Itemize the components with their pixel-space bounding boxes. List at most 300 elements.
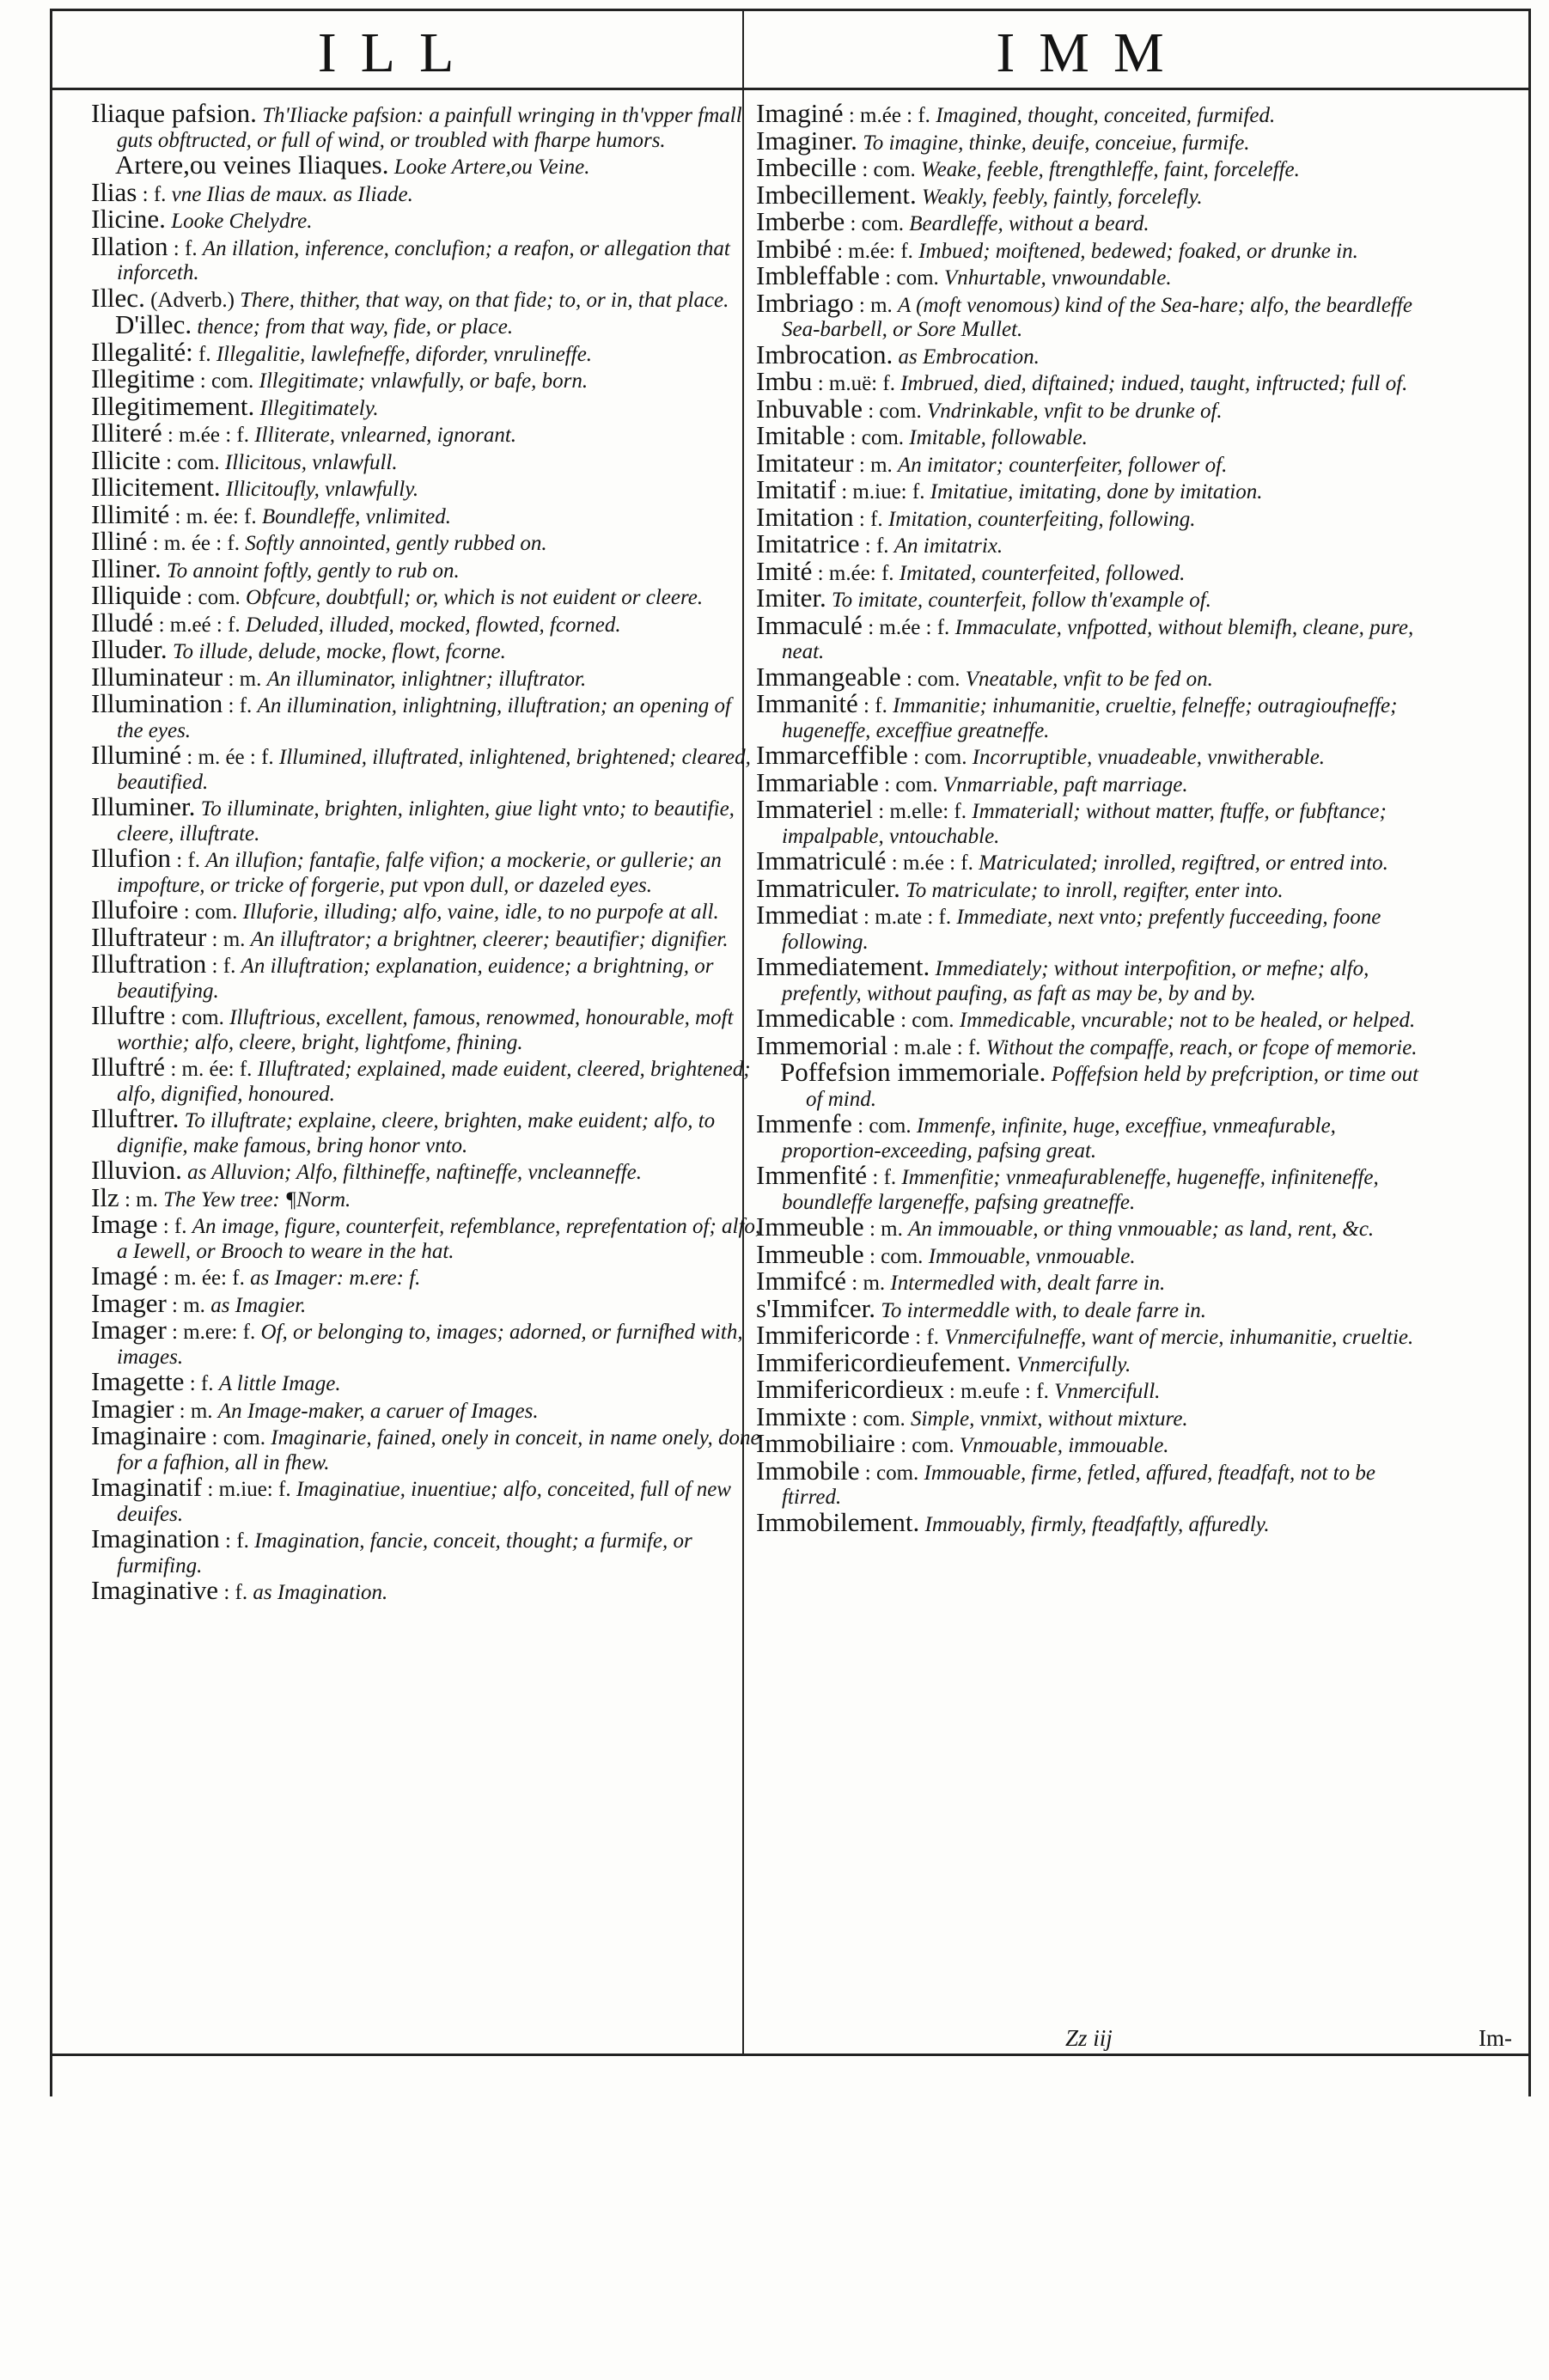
headword: Imbecillement. bbox=[756, 179, 917, 210]
grammar-note: : m. bbox=[172, 1293, 205, 1317]
dictionary-entry bbox=[91, 1523, 761, 1578]
headword: Imbrocation. bbox=[756, 339, 893, 369]
dictionary-entry bbox=[91, 607, 761, 638]
dictionary-entry bbox=[756, 688, 1426, 743]
grammar-note: : com. bbox=[885, 266, 939, 290]
headword: Illimité bbox=[91, 498, 170, 529]
dictionary-entry bbox=[91, 526, 761, 557]
grammar-note: : f. bbox=[223, 1581, 248, 1604]
dictionary-entry bbox=[91, 1181, 761, 1213]
definition: Deluded, illuded, mocked, flowted, fcorned. bbox=[245, 613, 621, 637]
dictionary-entry bbox=[756, 609, 1426, 665]
headword: Image bbox=[91, 1209, 158, 1239]
definition: Illumined, illuftrated, inlightened, brightened; cleared, beautified. bbox=[117, 746, 751, 794]
headword: Immixte bbox=[756, 1401, 847, 1431]
dictionary-entry bbox=[91, 1000, 761, 1055]
definition: Imitatiue, imitating, done by imitation. bbox=[930, 480, 1263, 503]
definition: Illuforie, illuding; alfo, vaine, idle, to no purpofe at all. bbox=[242, 900, 719, 924]
dictionary-entry bbox=[91, 1103, 761, 1158]
dictionary-entry bbox=[91, 1209, 761, 1264]
headword: Illumination bbox=[91, 688, 223, 718]
grammar-note: : com. bbox=[183, 900, 238, 924]
grammar-note: : m.ée : f. bbox=[167, 424, 249, 447]
definition: as Embrocation. bbox=[898, 345, 1040, 369]
grammar-note: : com. bbox=[869, 1244, 924, 1268]
headword: Imiter. bbox=[756, 583, 826, 613]
headword: Immenfité bbox=[756, 1160, 868, 1190]
definition: To imagine, thinke, deuife, conceiue, furmife. bbox=[863, 131, 1250, 155]
definition: Immanitie; inhumanitie, crueltie, felneffe; outragioufneffe; hugeneffe, exceffiue greatneffe. bbox=[782, 694, 1398, 742]
grammar-note: : com. bbox=[186, 586, 241, 609]
headword: Immifericordieufement. bbox=[756, 1346, 1011, 1377]
headword: Illicite bbox=[91, 444, 161, 475]
grammar-note: : f. bbox=[915, 1326, 940, 1349]
right-running-head: IMM bbox=[996, 21, 1188, 84]
definition: The Yew tree: ¶Norm. bbox=[163, 1187, 351, 1211]
headword: Imitatif bbox=[756, 474, 836, 504]
headword: Illuvion. bbox=[91, 1155, 182, 1185]
grammar-note: : com. bbox=[850, 426, 905, 449]
headword: Illuminer. bbox=[91, 791, 196, 821]
definition: Imaginatiue, inuentiue; alfo, conceited, full of new deuifes. bbox=[117, 1478, 731, 1526]
definition: Imagined, thought, conceited, furmifed. bbox=[936, 104, 1276, 127]
headword: Illegalité: bbox=[91, 336, 193, 367]
dictionary-entry bbox=[756, 393, 1426, 424]
grammar-note: : m. ée : f. bbox=[152, 532, 241, 555]
definition: An image, figure, counterfeit, refemblance, reprefentation of; alfo, a Iewell, or Brooch to weare in the hat. bbox=[117, 1215, 761, 1263]
headword: Immobiliaire bbox=[756, 1428, 895, 1458]
headword: Imbleffable bbox=[756, 260, 881, 290]
definition: Vnmercifulneffe, want of mercie, inhumanitie, crueltie. bbox=[944, 1326, 1414, 1349]
headword: Illudé bbox=[91, 607, 154, 638]
headword: Imaginative bbox=[91, 1575, 219, 1605]
headword: Imbu bbox=[756, 366, 813, 396]
grammar-note: : m.uë: f. bbox=[817, 372, 895, 395]
definition: An Image-maker, a caruer of Images. bbox=[217, 1399, 539, 1423]
definition: An illuftration; explanation, euidence; a brightning, or beautifying. bbox=[117, 955, 714, 1003]
dictionary-entry bbox=[91, 150, 761, 180]
dictionary-entry bbox=[91, 552, 761, 584]
grammar-note: : m.ale : f. bbox=[893, 1035, 981, 1059]
dictionary-entry bbox=[91, 418, 761, 449]
grammar-note: : m. ée: f. bbox=[174, 504, 257, 528]
grammar-note: : com. bbox=[906, 667, 961, 691]
definition: as Imagier. bbox=[210, 1293, 307, 1317]
headword: Illufoire bbox=[91, 894, 179, 925]
dictionary-entry bbox=[91, 1472, 761, 1527]
headword: s'Immifcer. bbox=[756, 1292, 876, 1323]
definition: To intermeddle with, to deale farre in. bbox=[881, 1298, 1206, 1322]
dictionary-entry bbox=[91, 472, 761, 503]
grammar-note: : m.eé : f. bbox=[158, 613, 241, 637]
grammar-note: : m.ée : f. bbox=[848, 104, 930, 127]
definition: Vnmercifully. bbox=[1016, 1352, 1131, 1376]
grammar-note: : m.ée: f. bbox=[817, 561, 894, 585]
definition: Illegitimately. bbox=[259, 396, 379, 420]
headword: Immediat bbox=[756, 900, 858, 930]
headword: Ilicine. bbox=[91, 204, 166, 234]
grammar-note: : f. bbox=[858, 507, 883, 531]
dictionary-entry bbox=[91, 1315, 761, 1370]
headword: Immedicable bbox=[756, 1003, 895, 1033]
dictionary-entry bbox=[91, 1260, 761, 1291]
definition: Immediately; without interpofition, or mefne; alfo, prefently, without paufing, as faft as may be, by and by. bbox=[782, 957, 1369, 1005]
definition: Vnmarriable, paft marriage. bbox=[942, 772, 1188, 796]
grammar-note: : m.ée : f. bbox=[891, 851, 973, 875]
definition: Beardleffe, without a beard. bbox=[909, 212, 1150, 235]
definition: Immouable, vnmouable. bbox=[928, 1244, 1136, 1268]
definition: Poffefsion held by prefcription, or time out of mind. bbox=[806, 1063, 1419, 1111]
headword: Immaculé bbox=[756, 609, 863, 640]
definition: Immouably, firmly, fteadfaftly, affuredly. bbox=[924, 1512, 1270, 1536]
definition: Imitated, counterfeited, followed. bbox=[899, 561, 1186, 585]
definition: An illation, inference, conclufion; a reafon, or allegation that inforceth. bbox=[117, 236, 730, 284]
headword: Iliaque pafsion. bbox=[91, 101, 257, 128]
dictionary-entry bbox=[91, 740, 761, 795]
definition: An illufion; fantafie, falfe vifion; a mockerie, or gullerie; an impofture, or tricke of forgerie, put vpon dull, or dazeled eyes. bbox=[117, 849, 722, 897]
dictionary-entry bbox=[91, 1420, 761, 1475]
headword: Illation bbox=[91, 230, 168, 261]
definition: Simple, vnmixt, without mixture. bbox=[911, 1407, 1188, 1431]
grammar-note: : m. bbox=[869, 1217, 903, 1241]
definition: An immouable, or thing vnmouable; as land, rent, &c. bbox=[908, 1217, 1375, 1241]
grammar-note: : com. bbox=[851, 1407, 906, 1431]
headword: Immariable bbox=[756, 766, 879, 797]
grammar-note: : m. ée: f. bbox=[162, 1266, 245, 1290]
grammar-note: : com. bbox=[199, 369, 254, 393]
headword: Imagette bbox=[91, 1366, 185, 1396]
dictionary-entry bbox=[91, 230, 761, 286]
dictionary-entry bbox=[91, 1575, 761, 1606]
dictionary-entry bbox=[91, 1366, 761, 1397]
headword: Immenfe bbox=[756, 1108, 852, 1138]
definition: Illegalitie, lawlefneffe, diforder, vnrulineffe. bbox=[216, 342, 593, 366]
grammar-note: (Adverb.) bbox=[150, 288, 235, 312]
headword: Imbriago bbox=[756, 287, 854, 318]
definition: Weakly, feebly, faintly, forcelefly. bbox=[922, 185, 1203, 209]
grammar-note: : com. bbox=[850, 212, 905, 235]
grammar-note: : m.iue: f. bbox=[207, 1478, 291, 1501]
grammar-note: : com. bbox=[166, 450, 220, 474]
definition: Th'Iliacke pafsion: a painfull wringing in th'vpper fmall guts obftructed, or full of wind, or troubled with fharpe humors. bbox=[117, 104, 742, 152]
headword: Imaginatif bbox=[91, 1472, 203, 1502]
grammar-note: : m. bbox=[858, 293, 893, 317]
headword: Imaginaire bbox=[91, 1420, 207, 1450]
definition: Softly annointed, gently rubbed on. bbox=[245, 532, 547, 555]
definition: Immenfitie; vnmeafurableneffe, hugeneffe, infiniteneffe, boundleffe largeneffe, pafsing greatneffe. bbox=[782, 1166, 1379, 1214]
headword: Immanité bbox=[756, 688, 858, 718]
definition: Imaginarie, fained, onely in conceit, in name onely, done for a fafhion, all in fhew. bbox=[117, 1426, 760, 1474]
grammar-note: : com. bbox=[211, 1426, 266, 1449]
dictionary-entry bbox=[91, 949, 761, 1004]
grammar-note: : m.elle: f. bbox=[878, 800, 967, 823]
definition: Matriculated; inrolled, regiftred, or entred into. bbox=[979, 851, 1388, 875]
grammar-note: : m. bbox=[858, 453, 893, 477]
grammar-note: : m.ere: f. bbox=[172, 1321, 256, 1344]
definition: thence; from that way, fide, or place. bbox=[197, 315, 514, 339]
grammar-note: : f. bbox=[189, 1372, 214, 1395]
grammar-note: f. bbox=[198, 342, 211, 366]
headword: Imaginé bbox=[756, 101, 844, 128]
definition: Imbrued, died, diftained; indued, taught, inftructed; full of. bbox=[900, 372, 1408, 395]
definition: An illuftrator; a brightner, cleerer; beautifier; dignifier. bbox=[250, 927, 729, 951]
definition: There, thither, that way, on that fide; to, or in, that place. bbox=[240, 288, 729, 312]
grammar-note: : com. bbox=[868, 399, 922, 423]
dictionary-entry bbox=[91, 580, 761, 611]
grammar-note: : m. ée: f. bbox=[170, 1058, 253, 1081]
headword: Imagé bbox=[91, 1260, 158, 1291]
dictionary-entry bbox=[91, 843, 761, 898]
definition: An imitatrix. bbox=[893, 534, 1003, 558]
grammar-note: : m.ée : f. bbox=[868, 615, 950, 639]
dictionary-entry bbox=[756, 1506, 1426, 1538]
definition: Immedicable, vncurable; not to be healed, or helped. bbox=[959, 1009, 1416, 1032]
headword: Immeuble bbox=[756, 1238, 864, 1269]
dictionary-entry bbox=[756, 260, 1426, 291]
dictionary-entry bbox=[756, 900, 1426, 955]
grammar-note: : com. bbox=[862, 158, 916, 181]
headword: Immifericordieux bbox=[756, 1374, 944, 1404]
dictionary-entry bbox=[756, 420, 1426, 451]
grammar-note: : f. bbox=[176, 849, 201, 872]
left-column bbox=[91, 101, 761, 2045]
catchword: Im- bbox=[1479, 2025, 1512, 2051]
definition: Looke Artere,ou Veine. bbox=[393, 156, 590, 179]
definition: Immaculate, vnfpotted, without blemifh, cleane, pure, neat. bbox=[782, 615, 1414, 663]
grammar-note: : f. bbox=[173, 236, 198, 260]
dictionary-entry bbox=[91, 1052, 761, 1107]
dictionary-entry bbox=[756, 528, 1426, 559]
dictionary-entry bbox=[756, 1238, 1426, 1270]
definition: An illumination, inlightning, illuftration; an opening of the eyes. bbox=[117, 694, 731, 742]
headword: Imberbe bbox=[756, 206, 845, 236]
definition: Boundleffe, vnlimited. bbox=[261, 504, 451, 528]
headword: Immifcé bbox=[756, 1266, 847, 1296]
dictionary-entry bbox=[91, 688, 761, 743]
right-column bbox=[756, 101, 1426, 2045]
definition: Obfcure, doubtfull; or, which is not euident or cleere. bbox=[246, 586, 704, 609]
headword: Poffefsion immemoriale. bbox=[780, 1057, 1046, 1087]
dictionary-entry bbox=[756, 794, 1426, 849]
definition: A little Image. bbox=[218, 1372, 341, 1395]
definition: Illiterate, vnlearned, ignorant. bbox=[254, 424, 517, 447]
headword: Illuminateur bbox=[91, 661, 223, 692]
dictionary-entry bbox=[756, 1374, 1426, 1405]
grammar-note: : f. bbox=[863, 694, 887, 717]
dictionary-entry bbox=[91, 791, 761, 846]
headword: Immemorial bbox=[756, 1029, 888, 1060]
definition: Imitable, followable. bbox=[909, 426, 1088, 449]
headword: Immateriel bbox=[756, 794, 873, 824]
headword: Immobilement. bbox=[756, 1506, 920, 1537]
definition: Illicitous, vnlawfull. bbox=[224, 450, 398, 474]
definition: Intermedled with, dealt farre in. bbox=[890, 1272, 1166, 1295]
dictionary-entry bbox=[756, 474, 1426, 505]
headword: Illegitime bbox=[91, 363, 195, 394]
headword: Illuminé bbox=[91, 740, 182, 770]
grammar-note: : com. bbox=[900, 1009, 954, 1032]
headword: Illiné bbox=[91, 526, 148, 556]
headword: Imité bbox=[756, 555, 813, 586]
dictionary-entry bbox=[756, 206, 1426, 237]
grammar-note: : m.ate : f. bbox=[863, 906, 952, 929]
definition: To annoint foftly, gently to rub on. bbox=[167, 558, 460, 583]
dictionary-entry bbox=[756, 179, 1426, 211]
headword: Imagier bbox=[91, 1393, 174, 1424]
definition: Vnmouable, immouable. bbox=[959, 1434, 1169, 1457]
headword: Imitateur bbox=[756, 447, 854, 478]
grammar-note: : m. bbox=[124, 1187, 158, 1211]
headword: Illiquide bbox=[91, 580, 182, 610]
definition: Imagination, fancie, conceit, thought; a furmife, or furmifing. bbox=[117, 1529, 692, 1578]
definition: A (moft venomous) kind of the Sea-hare; alfo, the beardleffe Sea-barbell, or Sore Mullet. bbox=[782, 293, 1412, 341]
headword: Illuftration bbox=[91, 949, 207, 979]
dictionary-entry bbox=[756, 1160, 1426, 1215]
grammar-note: : f. bbox=[162, 1215, 187, 1238]
definition: Illuftrious, excellent, famous, renowmed, honourable, moft worthie; alfo, cleere, bright, lightfome, fhining. bbox=[117, 1006, 734, 1054]
grammar-note: : f. bbox=[142, 182, 167, 206]
headword: Illuftre bbox=[91, 1000, 166, 1030]
dictionary-entry bbox=[756, 339, 1426, 370]
definition: To illude, delude, mocke, flowt, fcorne. bbox=[172, 640, 506, 663]
headword: Immarceffible bbox=[756, 740, 908, 770]
definition: Illegitimate; vnlawfully, or bafe, born. bbox=[259, 369, 588, 393]
definition: Of, or belonging to, images; adorned, or furnifhed with, images. bbox=[117, 1321, 743, 1369]
definition: as Imager: m.ere: f. bbox=[250, 1266, 421, 1290]
definition: Vnmercifull. bbox=[1054, 1380, 1161, 1403]
grammar-note: : f. bbox=[225, 1529, 249, 1553]
headword: Inbuvable bbox=[756, 393, 863, 424]
definition: Illuftrated; explained, made euident, cleered, brightened; alfo, dignified, honoured. bbox=[117, 1058, 751, 1106]
grammar-note: : com. bbox=[857, 1114, 912, 1138]
definition: Illicitoufly, vnlawfully. bbox=[225, 478, 419, 501]
dictionary-entry bbox=[756, 555, 1426, 587]
headword: Immifericorde bbox=[756, 1320, 911, 1350]
definition: vne Ilias de maux. as Iliade. bbox=[171, 182, 413, 206]
headword: Illuftrateur bbox=[91, 921, 207, 952]
dictionary-entry bbox=[91, 176, 761, 208]
definition: as Imagination. bbox=[253, 1581, 388, 1604]
grammar-note: : f. bbox=[864, 534, 889, 558]
definition: Looke Chelydre. bbox=[171, 210, 313, 233]
dictionary-entry bbox=[756, 287, 1426, 343]
dictionary-entry bbox=[91, 204, 761, 235]
dictionary-entry bbox=[756, 1455, 1426, 1510]
dictionary-entry bbox=[756, 951, 1426, 1006]
dictionary-entry bbox=[756, 447, 1426, 479]
grammar-note: : f. bbox=[211, 955, 236, 978]
definition: Imbued; moiftened, bedewed; foaked, or drunke in. bbox=[918, 239, 1358, 263]
definition: To illuminate, brighten, inlighten, giue light vnto; to beautifie, cleere, illuftrate. bbox=[117, 797, 735, 845]
grammar-note: : com. bbox=[864, 1461, 919, 1485]
grammar-note: : m. bbox=[851, 1272, 886, 1295]
headword: Immeuble bbox=[756, 1211, 864, 1242]
grammar-note: : com. bbox=[884, 772, 938, 796]
headword: Imbibé bbox=[756, 233, 832, 264]
headword: Imitable bbox=[756, 420, 845, 450]
signature-mark: Zz iij bbox=[1065, 2025, 1113, 2051]
definition: Incorruptible, vnuadeable, vnwitherable. bbox=[972, 746, 1326, 769]
grammar-note: : m.ée: f. bbox=[837, 239, 913, 263]
page-footer bbox=[1065, 2021, 1512, 2055]
definition: Vnhurtable, vnwoundable. bbox=[944, 266, 1172, 290]
headword: Artere,ou veines Iliaques. bbox=[115, 150, 389, 180]
grammar-note: : m. bbox=[211, 927, 246, 951]
headword: Illiteré bbox=[91, 418, 162, 448]
headword: Illiner. bbox=[91, 552, 162, 583]
headword: Imitation bbox=[756, 501, 854, 532]
headword: Imaginer. bbox=[756, 125, 857, 156]
dictionary-entry bbox=[756, 1057, 1426, 1112]
definition: To imitate, counterfeit, follow th'example of. bbox=[832, 589, 1211, 612]
grammar-note: : com. bbox=[912, 746, 967, 769]
definition: Without the compaffe, reach, or fcope of memorie. bbox=[985, 1035, 1418, 1059]
dictionary-entry bbox=[91, 101, 761, 153]
headword: Illuftré bbox=[91, 1052, 166, 1082]
grammar-note: : com. bbox=[900, 1434, 954, 1457]
header-rule bbox=[50, 88, 1529, 90]
definition: Immateriall; without matter, ftuffe, or fubftance; impalpable, vntouchable. bbox=[782, 800, 1387, 848]
dictionary-entry bbox=[91, 498, 761, 530]
headword: Ilz bbox=[91, 1181, 119, 1212]
definition: Imitation, counterfeiting, following. bbox=[887, 507, 1196, 531]
definition: Vndrinkable, vnfit to be drunke of. bbox=[926, 399, 1223, 423]
dictionary-entry bbox=[756, 1108, 1426, 1163]
headword: Imager bbox=[91, 1315, 167, 1345]
headword: Imitatrice bbox=[756, 528, 860, 558]
headword: Illec. bbox=[91, 282, 145, 313]
definition: as Alluvion; Alfo, filthineffe, naftineffe, vncleanneffe. bbox=[187, 1161, 642, 1184]
headword: Ilias bbox=[91, 176, 137, 207]
headword: Illufion bbox=[91, 843, 171, 873]
headword: D'illec. bbox=[115, 309, 192, 339]
definition: Immouable, firme, fetled, affured, fteadfaft, not to be ftirred. bbox=[782, 1461, 1375, 1509]
grammar-note: : m.eufe : f. bbox=[948, 1380, 1049, 1403]
headword: Illuder. bbox=[91, 634, 168, 664]
headword: Immobile bbox=[756, 1455, 860, 1486]
headword: Immatriculé bbox=[756, 845, 887, 876]
grammar-note: : m. bbox=[228, 667, 262, 691]
definition: Weake, feeble, ftrengthleffe, faint, forceleffe. bbox=[921, 158, 1300, 181]
grammar-note: : m. ée : f. bbox=[186, 746, 274, 769]
definition: To matriculate; to inroll, regifter, enter into. bbox=[906, 878, 1284, 902]
grammar-note: : com. bbox=[170, 1006, 224, 1029]
definition: Vneatable, vnfit to be fed on. bbox=[965, 667, 1213, 691]
headword: Illegitimement. bbox=[91, 390, 255, 421]
definition: To illuftrate; explaine, cleere, brighten, make euident; alfo, to dignifie, make famous, bring honor vnto. bbox=[117, 1109, 716, 1157]
definition: An imitator; counterfeiter, follower of. bbox=[898, 453, 1228, 477]
headword: Illicitement. bbox=[91, 472, 221, 502]
dictionary-entry bbox=[91, 1287, 761, 1319]
headword: Imbecille bbox=[756, 152, 857, 182]
definition: An illuminator, inlightner; illuftrator. bbox=[266, 667, 587, 691]
dictionary-entry bbox=[91, 1155, 761, 1186]
headword: Illuftrer. bbox=[91, 1103, 180, 1133]
dictionary-entry bbox=[91, 390, 761, 422]
headword: Imager bbox=[91, 1287, 167, 1318]
definition: Immenfe, infinite, huge, exceffiue, vnmeafurable, proportion-exceeding, pafsing great. bbox=[782, 1114, 1336, 1163]
grammar-note: : m.iue: f. bbox=[841, 480, 925, 503]
headword: Immangeable bbox=[756, 661, 901, 692]
left-running-head: ILL bbox=[317, 21, 479, 84]
headword: Immediatement. bbox=[756, 951, 930, 981]
headword: Imagination bbox=[91, 1523, 220, 1553]
headword: Immatriculer. bbox=[756, 872, 900, 903]
grammar-note: : f. bbox=[872, 1166, 897, 1189]
grammar-note: : f. bbox=[228, 694, 253, 717]
grammar-note: : m. bbox=[179, 1399, 213, 1423]
definition: Immediate, next vnto; prefently fucceeding, foone following. bbox=[782, 906, 1381, 954]
